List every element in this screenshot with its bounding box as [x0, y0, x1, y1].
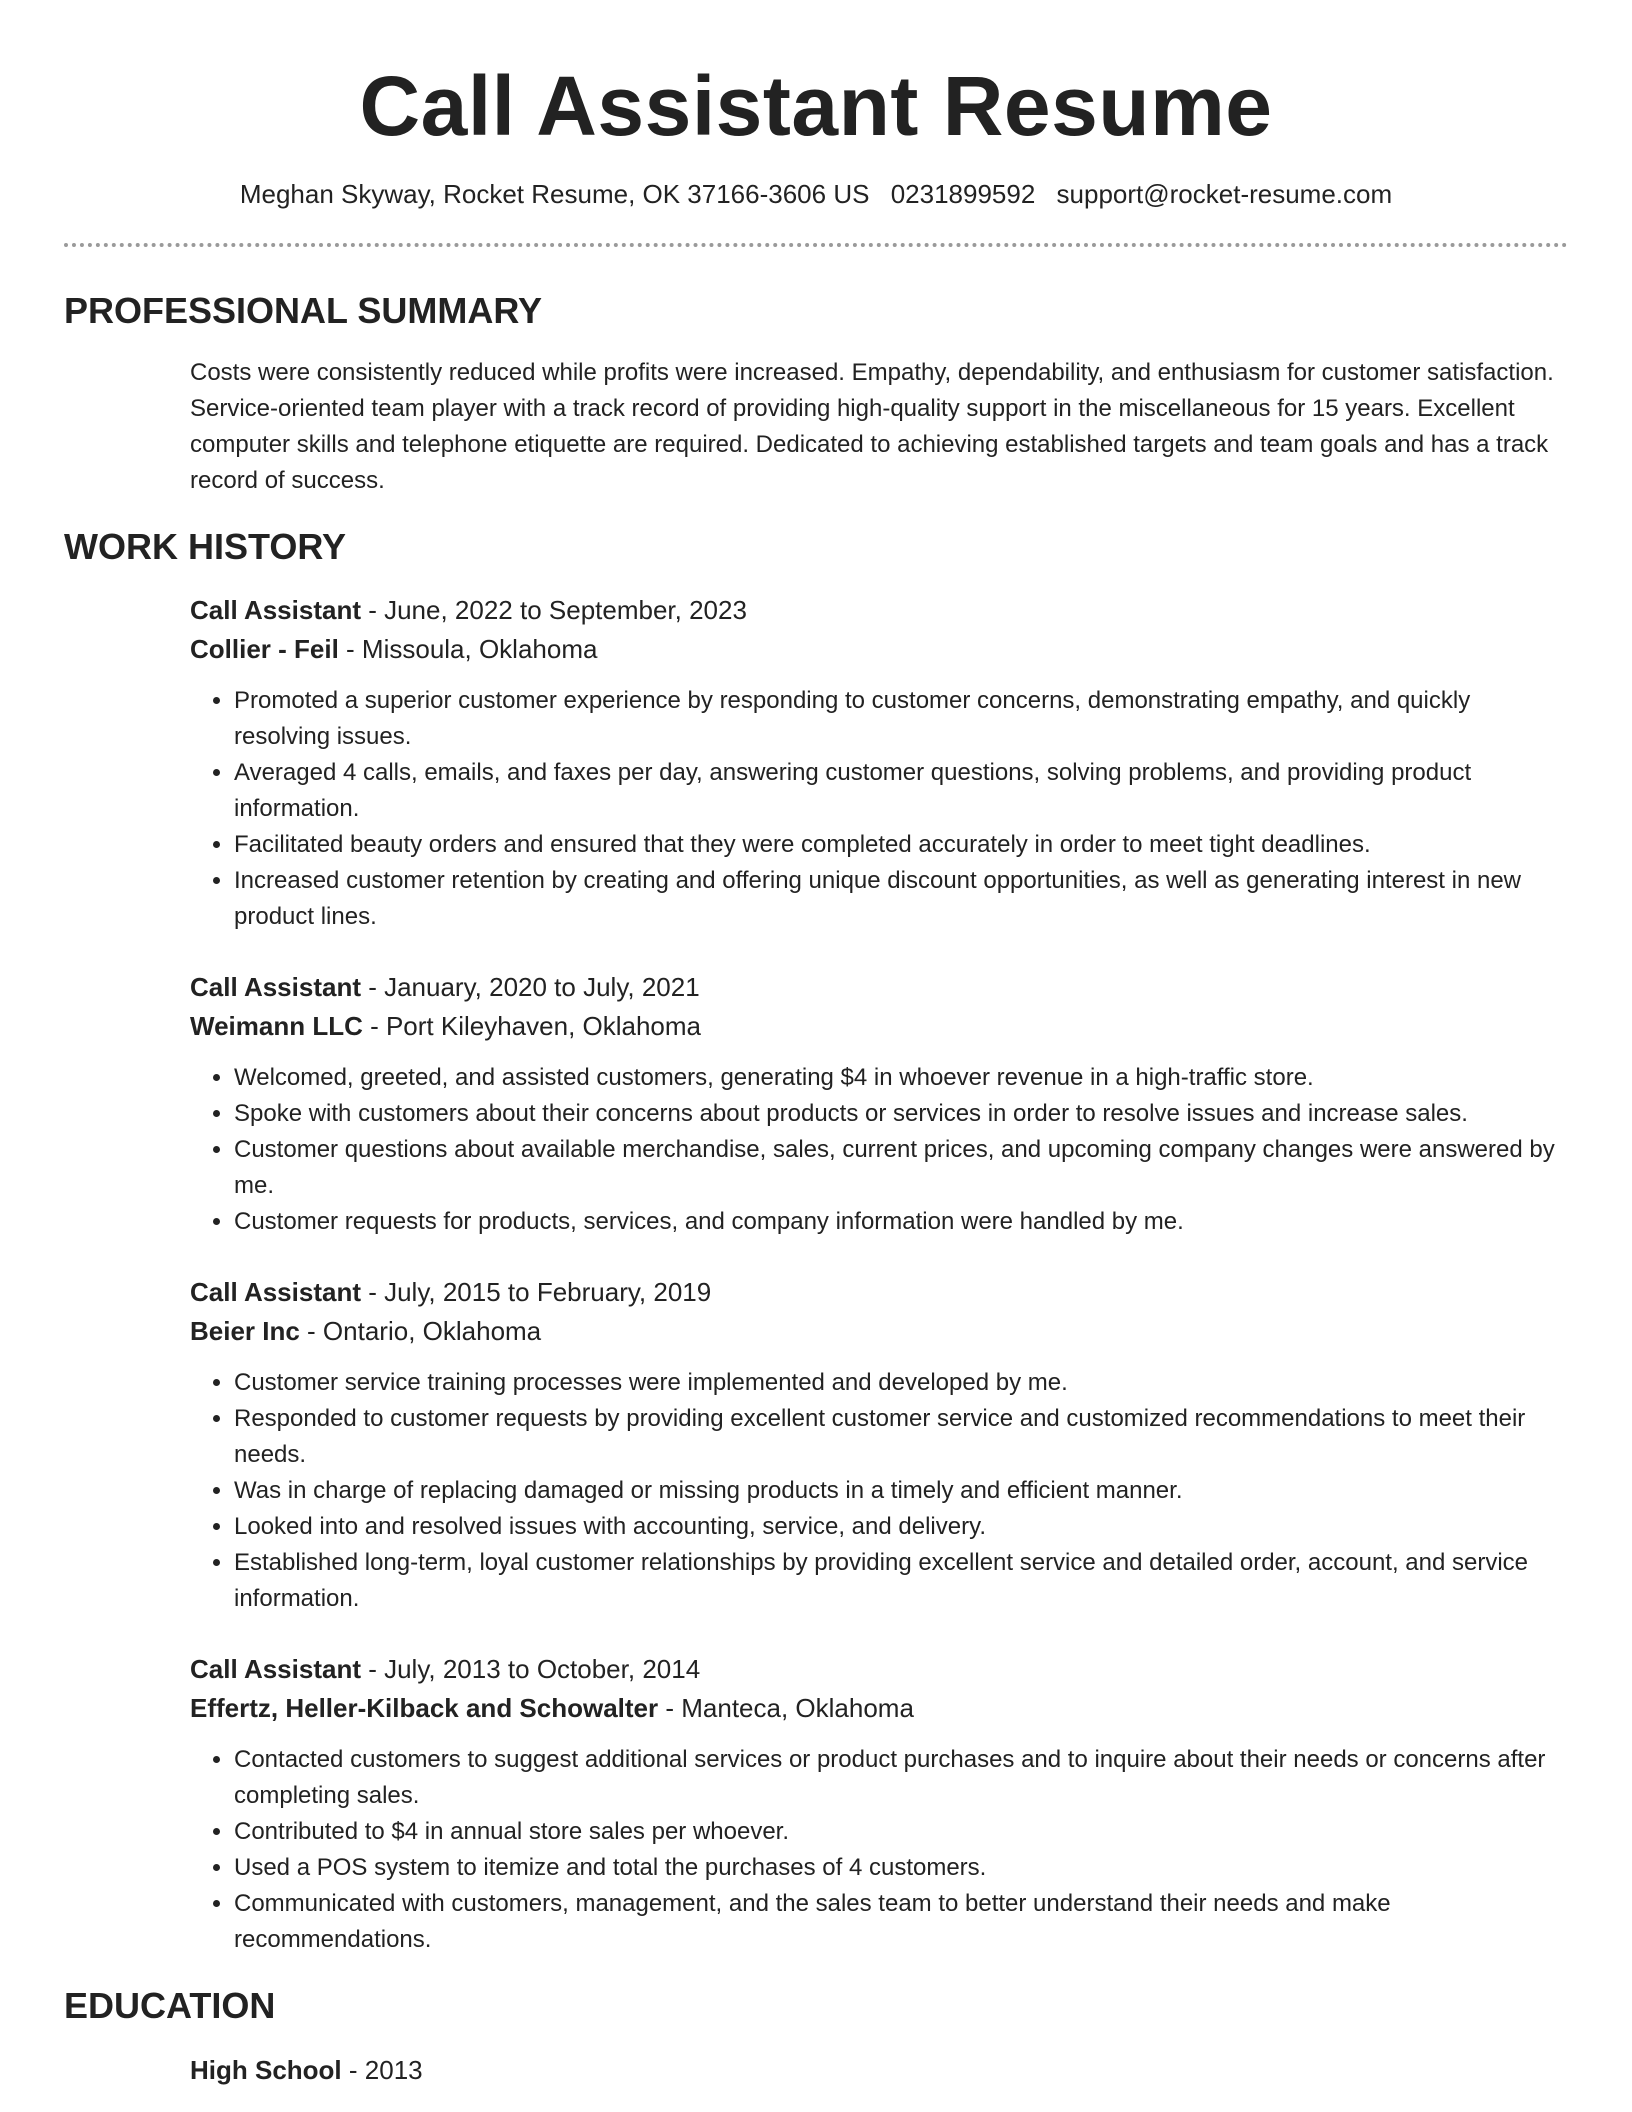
duty-item: • Customer questions about available merchandise, sales, current prices, and upcoming company changes were answered by me.	[234, 1132, 1568, 1204]
job-dates: - June, 2022 to September, 2023	[360, 595, 747, 625]
job-dates: - July, 2013 to October, 2014	[360, 1654, 701, 1684]
education-degree: High School	[190, 2055, 342, 2085]
duty-item: • Looked into and resolved issues with accounting, service, and delivery.	[234, 1509, 1568, 1545]
job-title-line	[190, 968, 1568, 1007]
contact-email: support@rocket-resume.com	[1056, 179, 1393, 209]
education-year: - 2013	[341, 2055, 423, 2085]
summary-text: Costs were consistently reduced while profits were increased. Empathy, dependability, and enthusiasm for customer satisfaction. Service-oriented team player with a track record of providing high-quality support in the miscellaneous for 15 years. Excellent computer skills and telephone etiquette are required. Dedicated to achieving established targets and team goals and has a track record of success.	[190, 359, 1554, 494]
job-company: Collier - Feil	[190, 634, 339, 664]
job-location: - Ontario, Oklahoma	[299, 1316, 542, 1346]
job-entry	[190, 968, 1568, 1240]
job-location: - Port Kileyhaven, Oklahoma	[362, 1011, 702, 1041]
contact-address: Meghan Skyway, Rocket Resume, OK 37166-3606 US	[239, 179, 870, 209]
duty-item: • Contacted customers to suggest additional services or product purchases and to inquire about their needs or concerns after completing sales.	[234, 1742, 1568, 1814]
job-entry	[190, 1273, 1568, 1617]
job-title: Call Assistant	[190, 1654, 361, 1684]
job-company: Beier Inc	[190, 1316, 300, 1346]
job-company: Effertz, Heller-Kilback and Schowalter	[190, 1693, 659, 1723]
duty-item: • Responded to customer requests by providing excellent customer service and customized recommendations to meet their needs.	[234, 1401, 1568, 1473]
duty-item: • Communicated with customers, management, and the sales team to better understand their needs and make recommendations.	[234, 1886, 1568, 1958]
duty-item: • Customer requests for products, services, and company information were handled by me.	[234, 1204, 1568, 1240]
job-company-line	[190, 1312, 1568, 1351]
job-title: Call Assistant	[190, 1277, 361, 1307]
job-entry	[190, 591, 1568, 935]
education-entry	[190, 2052, 1568, 2088]
job-title-line	[190, 1273, 1568, 1312]
job-company-line	[190, 630, 1568, 669]
duty-item: • Customer service training processes were implemented and developed by me.	[234, 1365, 1568, 1401]
duty-item: • Contributed to $4 in annual store sales per whoever.	[234, 1814, 1568, 1850]
duty-item: • Averaged 4 calls, emails, and faxes per day, answering customer questions, solving problems, and providing product information.	[234, 755, 1568, 827]
duty-item: • Was in charge of replacing damaged or missing products in a timely and efficient manner.	[234, 1473, 1568, 1509]
job-title-line	[190, 1650, 1568, 1689]
job-title: Call Assistant	[190, 595, 361, 625]
job-duties-list	[190, 683, 1568, 935]
duty-item: • Facilitated beauty orders and ensured that they were completed accurately in order to meet tight deadlines.	[234, 827, 1568, 863]
duty-item: • Established long-term, loyal customer relationships by providing excellent service and detailed order, account, and service information.	[234, 1545, 1568, 1617]
job-company-line	[190, 1689, 1568, 1728]
job-location: - Manteca, Oklahoma	[658, 1693, 914, 1723]
job-title-line	[190, 591, 1568, 630]
summary-heading: PROFESSIONAL SUMMARY	[64, 290, 543, 331]
duty-item: • Spoke with customers about their concerns about products or services in order to resolve issues and increase sales.	[234, 1096, 1568, 1132]
duty-item: • Welcomed, greeted, and assisted customers, generating $4 in whoever revenue in a high-traffic store.	[234, 1060, 1568, 1096]
job-title: Call Assistant	[190, 972, 361, 1002]
job-location: - Missoula, Oklahoma	[338, 634, 598, 664]
header-divider	[64, 243, 1568, 247]
contact-line	[0, 178, 1632, 210]
job-entry	[190, 1650, 1568, 1958]
duty-item: • Promoted a superior customer experience by responding to customer concerns, demonstrating empathy, and quickly resolving issues.	[234, 683, 1568, 755]
job-dates: - July, 2015 to February, 2019	[360, 1277, 712, 1307]
job-dates: - January, 2020 to July, 2021	[360, 972, 700, 1002]
work-history-heading: WORK HISTORY	[64, 526, 347, 567]
duty-item: • Used a POS system to itemize and total the purchases of 4 customers.	[234, 1850, 1568, 1886]
job-company: Weimann LLC	[190, 1011, 363, 1041]
resume-title: Call Assistant Resume	[359, 59, 1273, 153]
job-company-line	[190, 1007, 1568, 1046]
job-duties-list	[190, 1742, 1568, 1958]
contact-phone: 0231899592	[890, 179, 1036, 209]
job-duties-list	[190, 1365, 1568, 1617]
education-heading: EDUCATION	[64, 1985, 276, 2026]
job-duties-list	[190, 1060, 1568, 1240]
duty-item: • Increased customer retention by creating and offering unique discount opportunities, as well as generating interest in new product lines.	[234, 863, 1568, 935]
